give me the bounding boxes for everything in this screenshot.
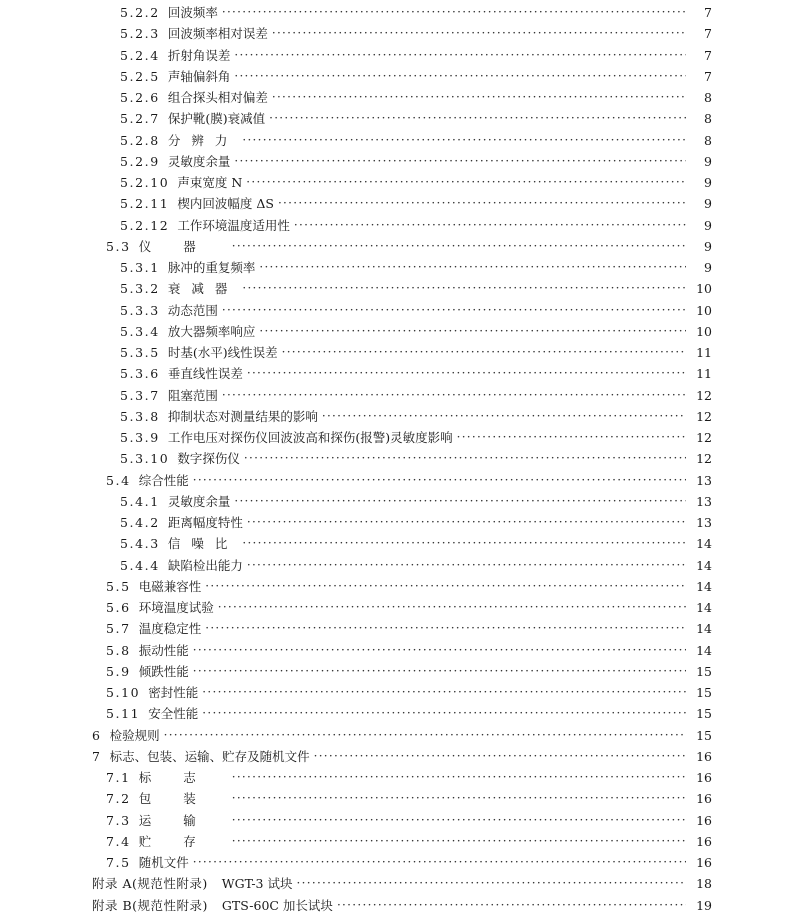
- toc-leader-dots: [232, 810, 686, 831]
- toc-entry[interactable]: [120, 66, 712, 87]
- toc-leader-dots: [218, 597, 686, 618]
- toc-entry-page: 14: [696, 557, 712, 573]
- toc-entry-number: 5.3.8: [120, 408, 160, 424]
- toc-entry-page: 9: [704, 260, 712, 275]
- toc-entry-title: 综合性能: [138, 472, 189, 488]
- toc-leader-dots: [232, 767, 686, 788]
- toc-entry-title: 缺陷检出能力: [167, 557, 243, 573]
- toc-entry-title: 放大器频率响应: [167, 323, 256, 339]
- toc-leader-dots: [202, 682, 686, 703]
- toc-entry-title: 脉冲的重复频率: [167, 260, 256, 275]
- toc-entry-page: 12: [696, 408, 712, 424]
- toc-entry-number: 7.2: [106, 791, 131, 807]
- toc-leader-dots: [205, 576, 686, 597]
- toc-entry[interactable]: [106, 810, 712, 831]
- toc-leader-dots: [234, 45, 686, 66]
- toc-entry-page: 9: [704, 153, 712, 169]
- toc-entry-title: 保护靴(膜)衰减值: [167, 111, 266, 127]
- toc-entry[interactable]: [120, 555, 712, 576]
- toc-entry[interactable]: [106, 682, 712, 703]
- toc-entry[interactable]: [120, 193, 712, 214]
- toc-leader-dots: [337, 895, 686, 916]
- toc-entry[interactable]: [106, 852, 712, 873]
- toc-entry[interactable]: [120, 512, 712, 533]
- toc-entry-title: 振动性能: [138, 642, 189, 658]
- toc-entry-title: 垂直线性误差: [167, 366, 243, 382]
- toc-entry-number: 5.3.3: [120, 302, 160, 318]
- toc-entry-number: 5.8: [106, 642, 131, 658]
- toc-entry-title: 声束宽度 N: [177, 175, 243, 190]
- toc-entry-title: 环境温度试验: [138, 600, 214, 615]
- toc-leader-dots: [244, 448, 686, 469]
- toc-entry-page: 19: [696, 897, 712, 913]
- toc-entry[interactable]: [120, 342, 712, 363]
- toc-leader-dots: [282, 342, 686, 363]
- toc-entry-page: 13: [696, 493, 712, 509]
- toc-leader-dots: [234, 151, 686, 172]
- toc-entry[interactable]: [120, 87, 712, 108]
- toc-leader-dots: [247, 512, 686, 533]
- toc-entry-page: 7: [704, 68, 712, 84]
- toc-entry[interactable]: [106, 640, 712, 661]
- toc-entry[interactable]: [120, 363, 712, 384]
- toc-entry-number: 5.4.4: [120, 557, 160, 573]
- toc-entry-number: 5.2.3: [120, 26, 160, 42]
- toc-leader-dots: [247, 555, 686, 576]
- toc-entry-page: 15: [696, 685, 712, 700]
- toc-entry-title: 回波频率相对误差: [167, 26, 268, 42]
- toc-entry-number: 5.2.5: [120, 68, 160, 84]
- toc-entry-page: 18: [696, 876, 712, 892]
- toc-entry[interactable]: [120, 215, 712, 236]
- toc-entry-number: 5.6: [106, 600, 131, 615]
- toc-entry-title: 温度稳定性: [138, 621, 202, 637]
- toc-entry-number: 5.3.7: [120, 387, 160, 403]
- toc-leader-dots: [272, 23, 686, 44]
- toc-entry-number: 5.2.12: [120, 217, 170, 233]
- toc-leader-dots: [202, 703, 686, 724]
- toc-leader-dots: [193, 640, 686, 661]
- toc-entry-title: 标志、包装、运输、贮存及随机文件: [109, 748, 310, 764]
- toc-leader-dots: [247, 363, 686, 384]
- toc-entry-number: 5.10: [106, 685, 141, 700]
- toc-entry-number: 5.3.4: [120, 323, 160, 339]
- toc-entry-page: 14: [696, 621, 712, 637]
- toc-entry-number: 附录 B(规范性附录): [92, 897, 208, 913]
- toc-entry-page: 15: [696, 727, 712, 743]
- toc-entry-title: 随机文件: [138, 855, 189, 870]
- toc-entry-page: 10: [696, 323, 712, 339]
- toc-entry-title: 阻塞范围: [167, 387, 218, 403]
- toc-leader-dots: [234, 66, 686, 87]
- toc-entry-title: 楔内回波幅度 ΔS: [177, 196, 274, 212]
- toc-entry-page: 16: [696, 748, 712, 764]
- toc-entry[interactable]: [120, 130, 712, 151]
- toc-entry-number: 5.2.9: [120, 153, 160, 169]
- toc-entry-page: 10: [696, 281, 712, 297]
- toc-entry-number: 5.3.6: [120, 366, 160, 382]
- toc-entry-number: 5.3.5: [120, 345, 160, 360]
- toc-entry-title: 数字探伤仪: [177, 451, 240, 467]
- toc-entry-title: 贮存: [138, 833, 228, 849]
- toc-entry-page: 13: [696, 515, 712, 530]
- toc-entry-number: 5.4.1: [120, 493, 160, 509]
- toc-entry-number: 5.2.2: [120, 5, 160, 20]
- toc-entry-number: 5.11: [106, 706, 141, 722]
- toc-entry-title: 折射角误差: [167, 47, 231, 63]
- toc-entry-page: 15: [696, 706, 712, 722]
- toc-entry-number: 附录 A(规范性附录): [92, 876, 208, 892]
- toc-entry-page: 14: [696, 536, 712, 552]
- toc-entry[interactable]: [92, 873, 712, 894]
- toc-entry-title: 运输: [138, 812, 228, 828]
- toc-leader-dots: [232, 831, 686, 852]
- toc-leader-dots: [294, 215, 686, 236]
- toc-entry-title: GTS-60C 加长试块: [221, 897, 333, 913]
- toc-leader-dots: [242, 130, 686, 151]
- toc-entry-title: 工作电压对探伤仪回波波高和探伤(报警)灵敏度影响: [167, 430, 453, 445]
- toc-entry[interactable]: [120, 257, 712, 278]
- toc-entry-page: 8: [704, 132, 712, 148]
- toc-entry-page: 10: [696, 302, 712, 318]
- toc-leader-dots: [246, 172, 686, 193]
- toc-entry-page: 9: [704, 196, 712, 212]
- toc-entry[interactable]: [120, 406, 712, 427]
- toc-entry-page: 15: [696, 663, 712, 679]
- toc-entry[interactable]: [120, 321, 712, 342]
- toc-leader-dots: [314, 746, 686, 767]
- toc-entry[interactable]: [120, 45, 712, 66]
- toc-entry-title: 仪器: [138, 238, 228, 254]
- toc-leader-dots: [222, 2, 686, 23]
- toc-entry[interactable]: [92, 746, 712, 767]
- toc-entry-title: 检验规则: [109, 727, 160, 743]
- toc-entry-page: 16: [696, 791, 712, 807]
- toc-entry-page: 9: [704, 175, 712, 190]
- toc-entry-title: 动态范围: [167, 302, 218, 318]
- toc-entry-number: 5.4.3: [120, 536, 160, 552]
- toc-entry-number: 5.9: [106, 663, 131, 679]
- toc-entry-number: 5.2.4: [120, 47, 160, 63]
- toc-entry-number: 5.3.1: [120, 260, 160, 275]
- toc-entry-number: 5.2.7: [120, 111, 160, 127]
- toc-entry-number: 6: [92, 727, 102, 743]
- toc-entry-title: 灵敏度余量: [167, 493, 231, 509]
- toc-entry-page: 12: [696, 451, 712, 467]
- toc-entry-page: 14: [696, 600, 712, 615]
- toc-entry-title: 标志: [138, 770, 228, 785]
- toc-entry-number: 5.2.10: [120, 175, 170, 190]
- toc-entry-title: 信噪比: [167, 536, 239, 552]
- toc-entry-page: 11: [696, 366, 712, 382]
- toc-leader-dots: [259, 321, 686, 342]
- toc-entry[interactable]: [106, 788, 712, 809]
- toc-entry-number: 7.1: [106, 770, 131, 785]
- toc-leader-dots: [242, 533, 686, 554]
- toc-entry-number: 7: [92, 748, 102, 764]
- toc-entry-page: 16: [696, 770, 712, 785]
- toc-entry-number: 5.3.9: [120, 430, 160, 445]
- toc-entry-page: 9: [704, 217, 712, 233]
- toc-entry-title: WGT-3 试块: [221, 876, 293, 892]
- toc-entry-number: 5.3.2: [120, 281, 160, 297]
- toc-leader-dots: [269, 108, 686, 129]
- toc-entry-title: 时基(水平)线性误差: [167, 345, 278, 360]
- toc-entry[interactable]: [106, 703, 712, 724]
- toc-entry-page: 9: [704, 238, 712, 254]
- toc-entry-title: 声轴偏斜角: [167, 68, 231, 84]
- toc-leader-dots: [234, 491, 686, 512]
- toc-entry[interactable]: [106, 831, 712, 852]
- toc-entry-number: 7.5: [106, 855, 131, 870]
- toc-entry-title: 灵敏度余量: [167, 153, 231, 169]
- toc-entry[interactable]: [120, 491, 712, 512]
- toc-entry-number: 5.2.6: [120, 90, 160, 105]
- toc-entry-number: 5.4.2: [120, 515, 160, 530]
- toc-entry[interactable]: [120, 108, 712, 129]
- toc-entry-number: 7.4: [106, 833, 131, 849]
- toc-entry-number: 5.7: [106, 621, 131, 637]
- toc-entry-page: 8: [704, 111, 712, 127]
- toc-entry[interactable]: [120, 172, 712, 193]
- toc-entry-title: 距离幅度特性: [167, 515, 243, 530]
- toc-entry-page: 14: [696, 578, 712, 594]
- toc-entry[interactable]: [120, 300, 712, 321]
- toc-entry-page: 11: [696, 345, 712, 360]
- toc-entry[interactable]: [106, 236, 712, 257]
- toc-entry[interactable]: [120, 151, 712, 172]
- toc-leader-dots: [278, 193, 686, 214]
- toc-entry-number: 5.3.10: [120, 451, 170, 467]
- toc-entry[interactable]: [106, 661, 712, 682]
- toc-entry-title: 电磁兼容性: [138, 578, 202, 594]
- toc-entry-page: 16: [696, 833, 712, 849]
- toc-entry-page: 7: [704, 47, 712, 63]
- toc-leader-dots: [205, 618, 686, 639]
- toc-entry-title: 密封性能: [148, 685, 199, 700]
- toc-leader-dots: [222, 300, 686, 321]
- toc-entry-page: 8: [704, 90, 712, 105]
- toc-entry[interactable]: [120, 427, 712, 448]
- toc-leader-dots: [193, 470, 686, 491]
- toc-leader-dots: [259, 257, 686, 278]
- toc-entry-title: 衰减器: [167, 281, 239, 297]
- toc-entry-number: 7.3: [106, 812, 131, 828]
- toc-entry[interactable]: [120, 2, 712, 23]
- toc-entry-title: 组合探头相对偏差: [167, 90, 268, 105]
- toc-entry[interactable]: [106, 470, 712, 491]
- toc-entry-title: 工作环境温度适用性: [177, 217, 290, 233]
- toc-leader-dots: [242, 278, 686, 299]
- toc-entry-page: 16: [696, 855, 712, 870]
- toc-entry-page: 7: [704, 26, 712, 42]
- toc-entry[interactable]: [106, 576, 712, 597]
- toc-entry-title: 包装: [138, 791, 228, 807]
- toc-leader-dots: [232, 788, 686, 809]
- toc-entry-number: 5.4: [106, 472, 131, 488]
- toc-entry-page: 13: [696, 472, 712, 488]
- toc-entry-title: 抑制状态对测量结果的影响: [167, 408, 318, 424]
- toc-leader-dots: [322, 406, 686, 427]
- toc-entry-number: 5.3: [106, 238, 131, 254]
- toc-leader-dots: [272, 87, 686, 108]
- toc-leader-dots: [296, 873, 686, 894]
- toc-entry-title: 安全性能: [148, 706, 199, 722]
- toc-leader-dots: [222, 385, 686, 406]
- toc-entry[interactable]: [120, 533, 712, 554]
- toc-entry-number: 5.2.11: [120, 196, 170, 212]
- toc-entry[interactable]: [120, 448, 712, 469]
- toc-leader-dots: [164, 725, 686, 746]
- toc-entry[interactable]: [120, 385, 712, 406]
- toc-entry[interactable]: [120, 23, 712, 44]
- toc-entry-page: 16: [696, 812, 712, 828]
- toc-entry[interactable]: [92, 895, 712, 916]
- toc-entry-page: 12: [696, 430, 712, 445]
- toc-entry-title: 分辨力: [167, 132, 239, 148]
- toc-leader-dots: [232, 236, 686, 257]
- toc-entry-title: 回波频率: [167, 5, 218, 20]
- toc-entry-page: 7: [704, 5, 712, 20]
- toc-leader-dots: [193, 852, 686, 873]
- toc-entry-number: 5.5: [106, 578, 131, 594]
- toc-leader-dots: [457, 427, 686, 448]
- toc-entry[interactable]: [106, 767, 712, 788]
- toc-entry-page: 14: [696, 642, 712, 658]
- toc-entry[interactable]: [92, 725, 712, 746]
- toc-entry[interactable]: [106, 618, 712, 639]
- toc-entry[interactable]: [106, 597, 712, 618]
- toc-entry-number: 5.2.8: [120, 132, 160, 148]
- toc-entry[interactable]: [120, 278, 712, 299]
- toc-leader-dots: [193, 661, 686, 682]
- toc-entry-page: 12: [696, 387, 712, 403]
- toc-entry-title: 倾跌性能: [138, 663, 189, 679]
